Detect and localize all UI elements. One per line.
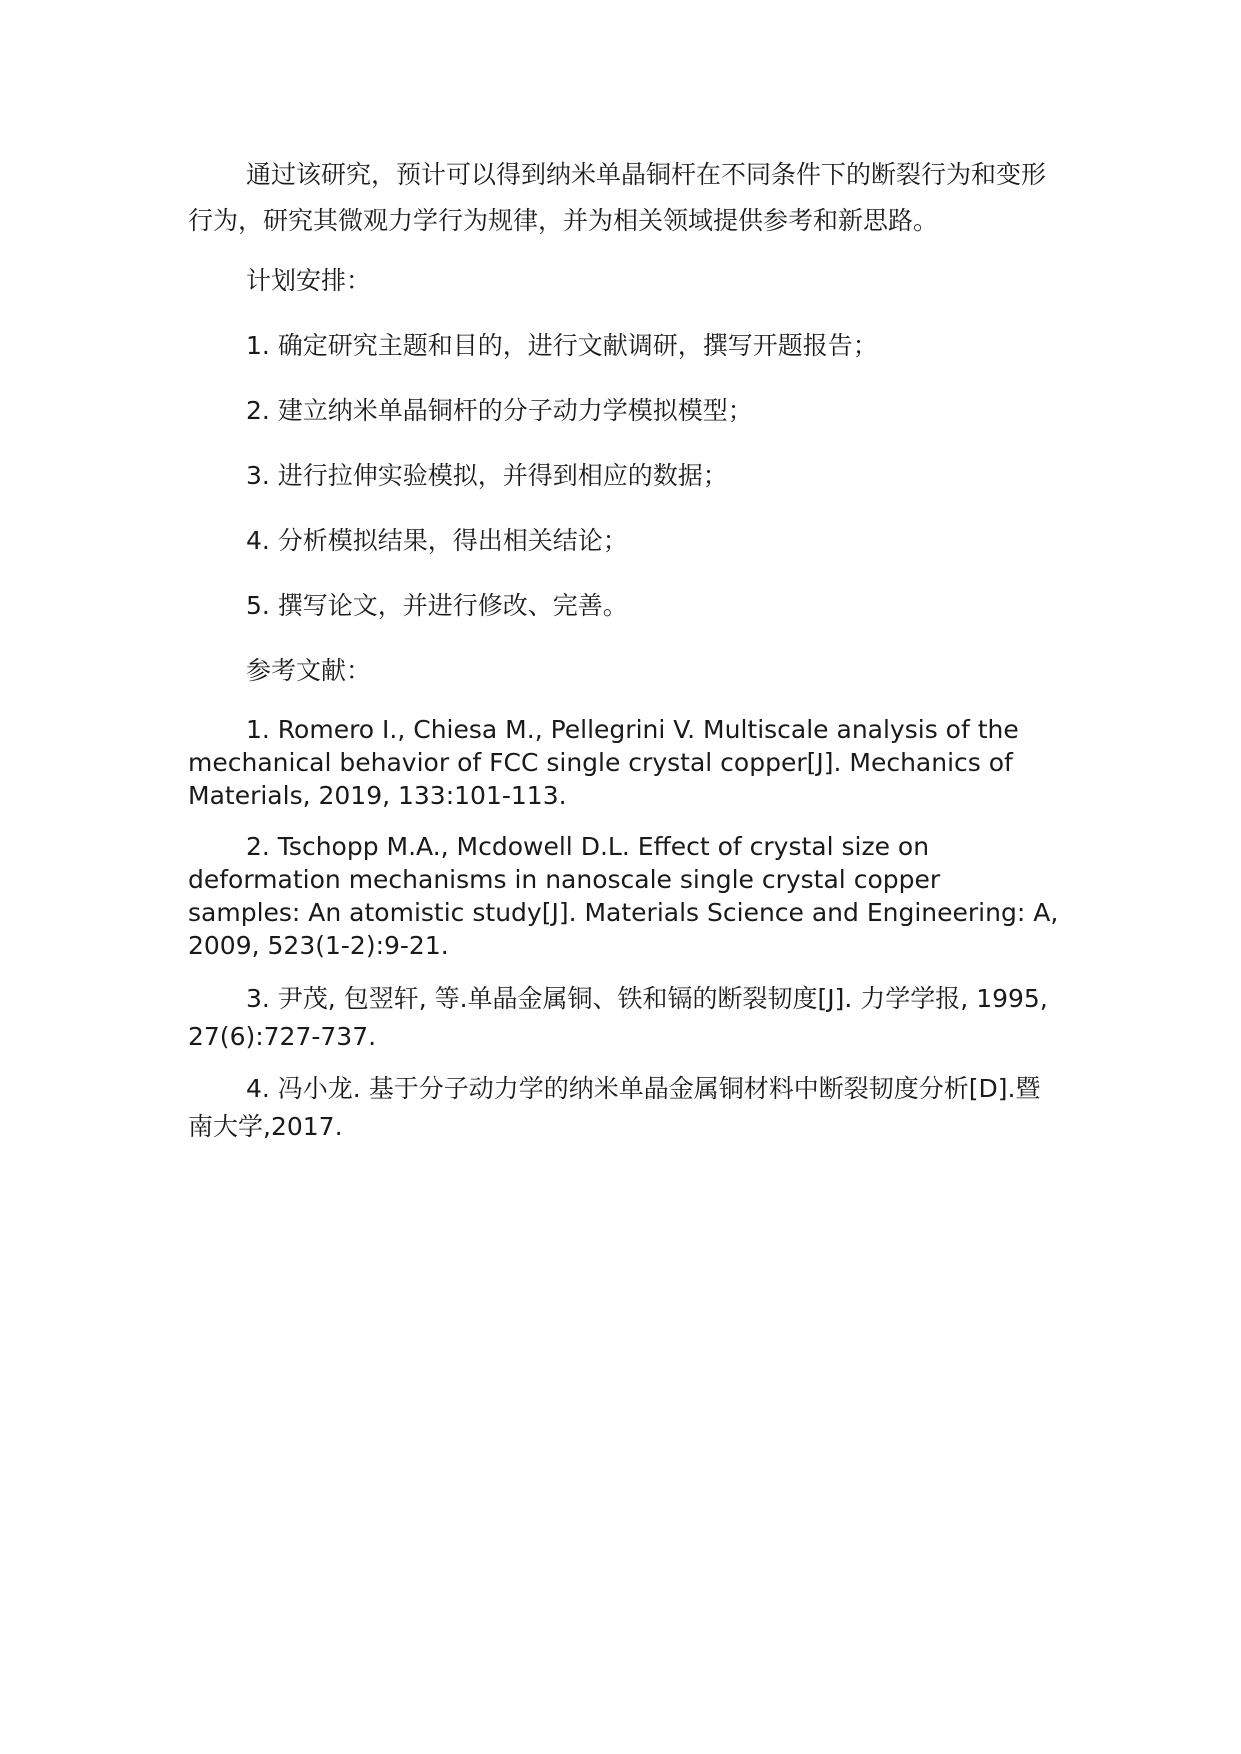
references-heading: 参考文献： [246, 656, 372, 685]
plan-item: 3. 进行拉伸实验模拟，并得到相应的数据； [246, 461, 728, 490]
reference-item: 1. Romero I., Chiesa M., Pellegrini V. Multiscale analysis of the mechanical behavior of FCC single crystal copper[J]. Mechanics of Materials, 2019, 133:101-113. [188, 715, 1019, 810]
reference-item: 2. Tschopp M.A., Mcdowell D.L. Effect of crystal size on deformation mechanisms in nanoscale single crystal copper samples: An atomistic study[J]. Materials Science and Engineering: A, 2009, 523(1-2):9-21. [188, 832, 1059, 960]
page-content [188, 152, 1060, 1160]
plan-item: 2. 建立纳米单晶铜杆的分子动力学模拟模型； [246, 396, 753, 425]
reference-item: 3. 尹茂, 包翌轩, 等.单晶金属铜、铁和镉的断裂韧度[J]. 力学学报, 1995, 27(6):727-737. [188, 984, 1048, 1051]
intro-paragraph: 通过该研究，预计可以得到纳米单晶铜杆在不同条件下的断裂行为和变形行为，研究其微观力学行为规律，并为相关领域提供参考和新思路。 [188, 160, 1047, 235]
plan-item: 5. 撰写论文，并进行修改、完善。 [246, 591, 628, 620]
plan-heading: 计划安排： [246, 266, 372, 295]
reference-item: 4. 冯小龙. 基于分子动力学的纳米单晶金属铜材料中断裂韧度分析[D].暨南大学,2017. [188, 1074, 1041, 1141]
plan-item: 4. 分析模拟结果，得出相关结论； [246, 526, 628, 555]
plan-item: 1. 确定研究主题和目的，进行文献调研，撰写开题报告； [246, 331, 878, 360]
